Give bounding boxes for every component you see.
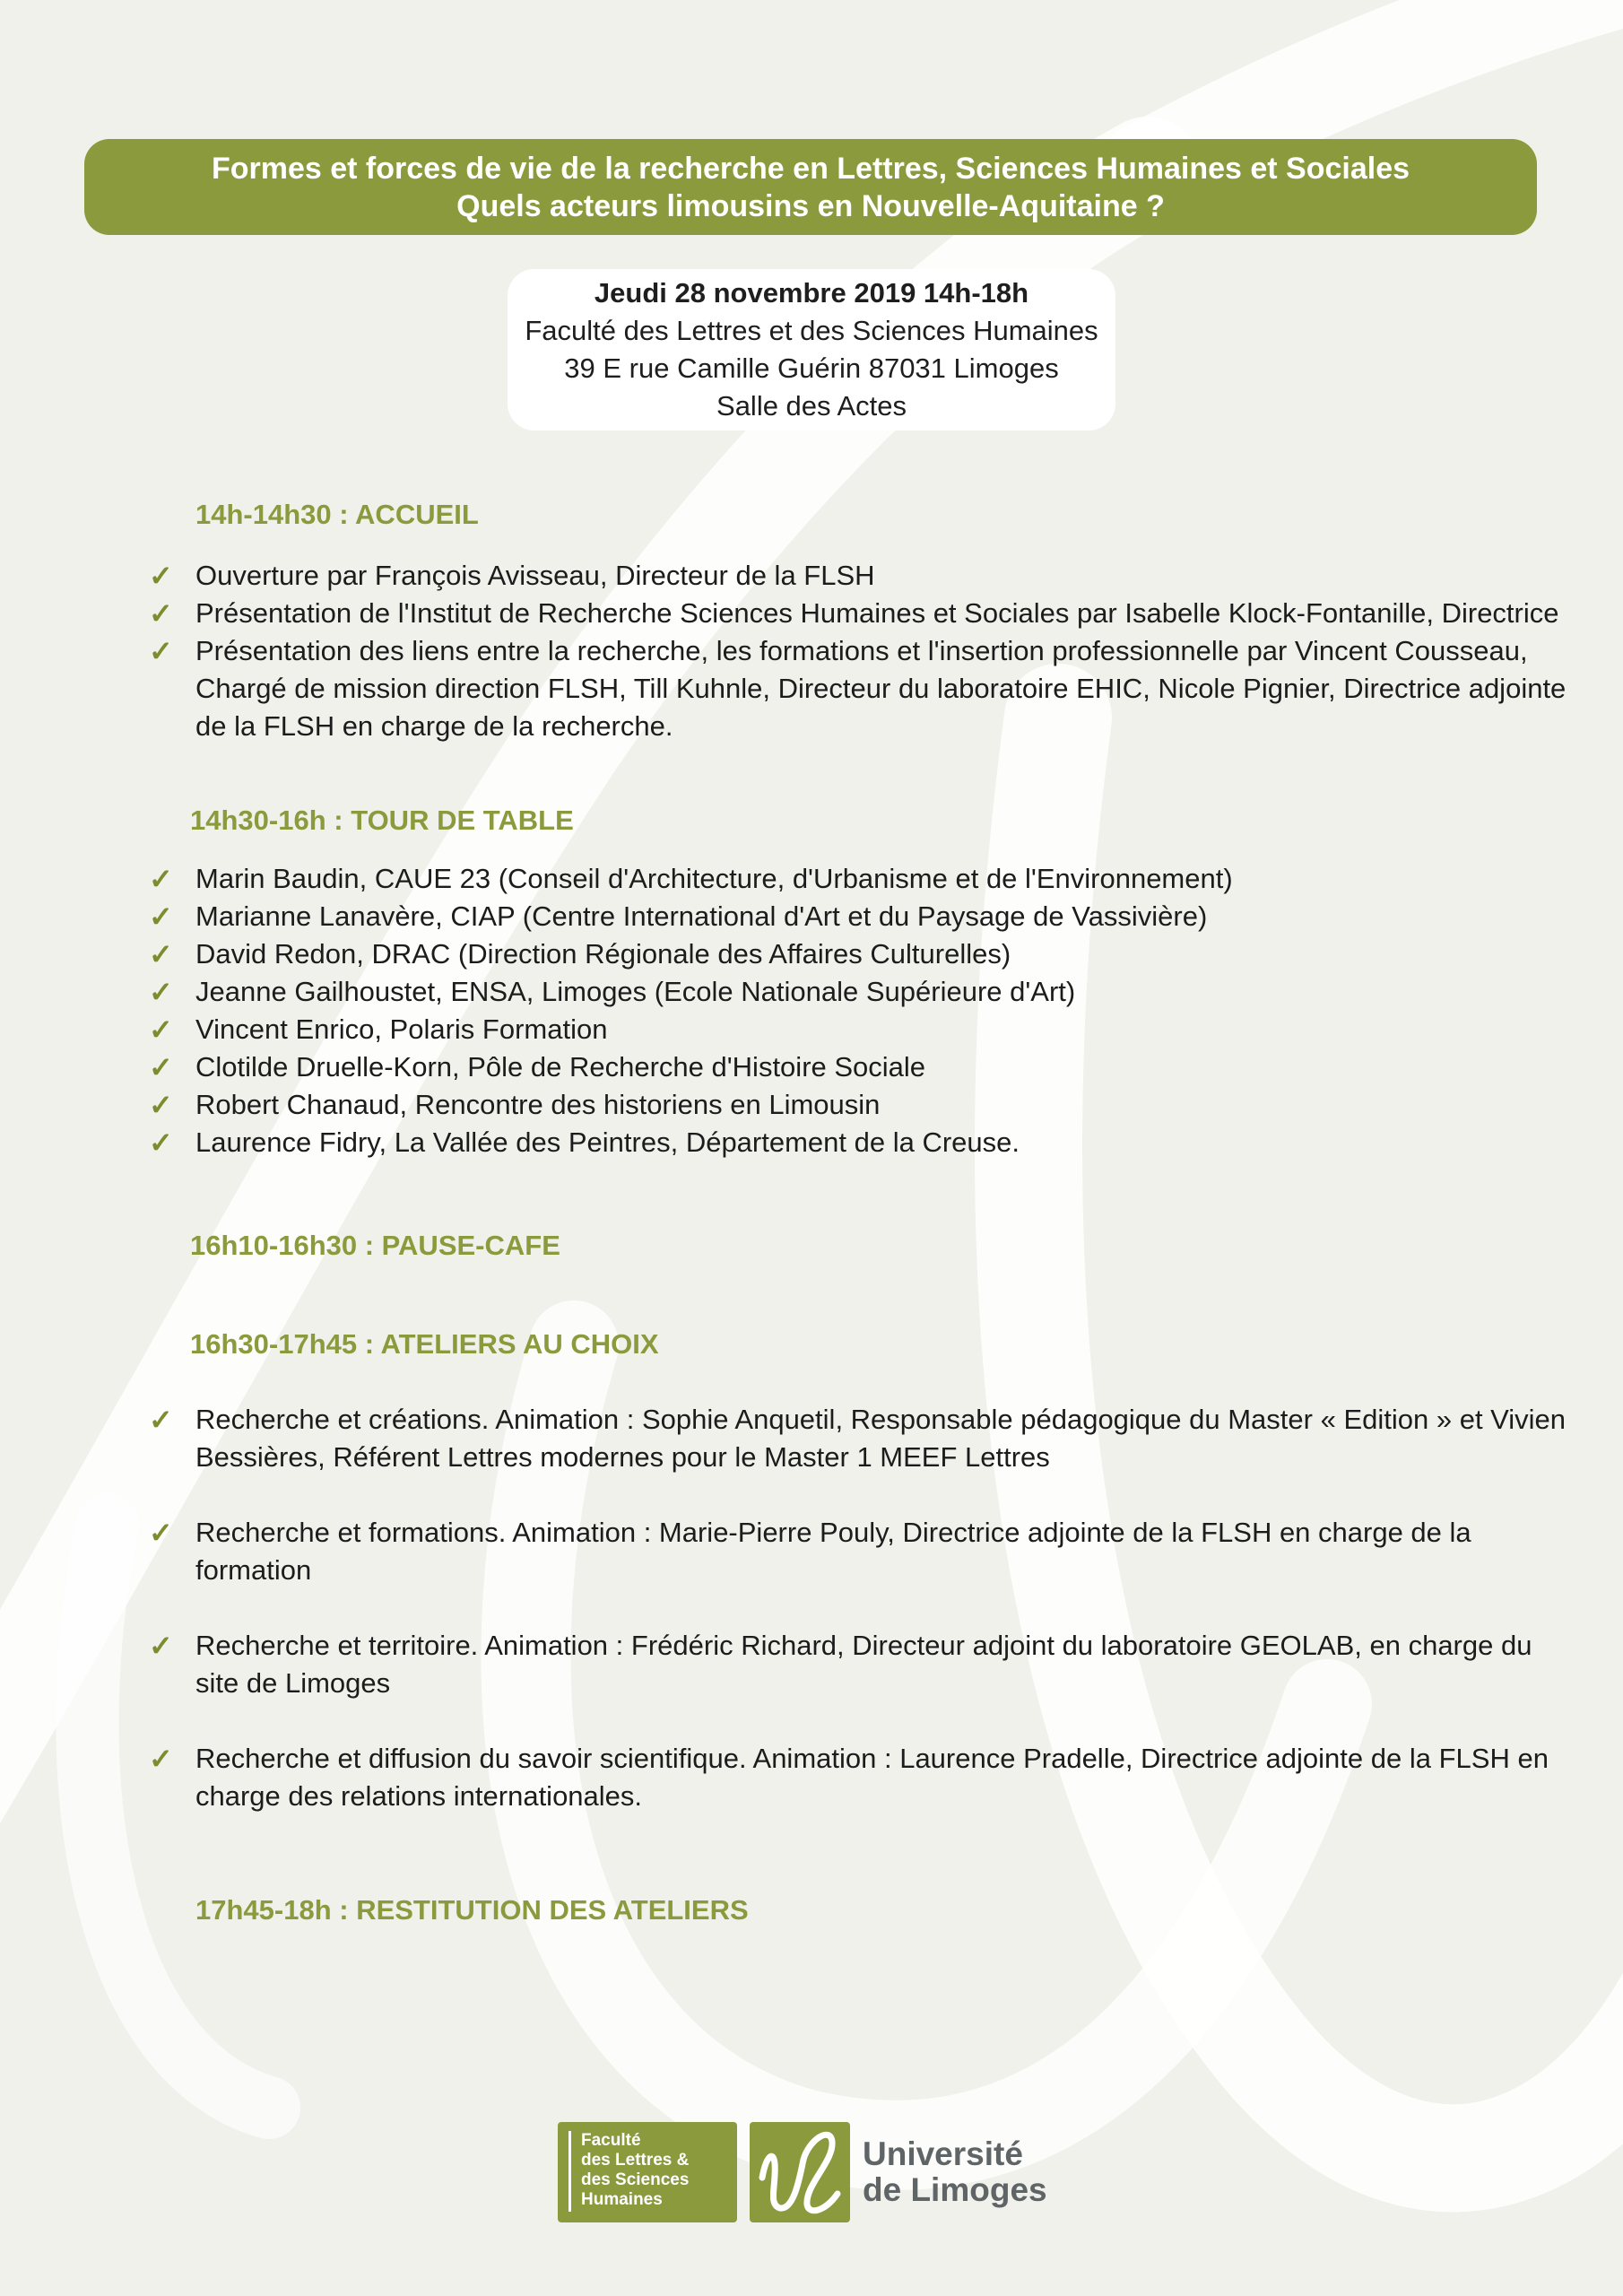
check-icon: ✓ [149, 635, 173, 667]
check-icon: ✓ [149, 597, 173, 630]
event-date: Jeudi 28 novembre 2019 14h-18h [594, 277, 1029, 309]
list-item: ✓ Recherche et diffusion du savoir scientifique. Animation : Laurence Pradelle, Directrice adjointe de la FLSH en charge des relations internationales. [149, 1740, 1576, 1815]
event-address: 39 E rue Camille Guérin 87031 Limoges [564, 352, 1059, 384]
list-item: ✓ Recherche et territoire. Animation : Frédéric Richard, Directeur adjoint du laboratoire GEOLAB, en charge du site de Limoges [149, 1627, 1576, 1702]
check-icon: ✓ [149, 1013, 173, 1046]
check-icon: ✓ [149, 1743, 173, 1775]
title-banner [84, 139, 1537, 235]
faculty-logo: Faculté des Lettres & des Sciences Humaines [558, 2122, 737, 2222]
section-heading-ateliers: 16h30-17h45 : ATELIERS AU CHOIX [190, 1328, 659, 1360]
university-mark-icon [750, 2122, 850, 2222]
check-icon: ✓ [149, 938, 173, 970]
check-icon: ✓ [149, 863, 173, 895]
check-icon: ✓ [149, 560, 173, 592]
list-item: ✓ Marin Baudin, CAUE 23 (Conseil d'Architecture, d'Urbanisme et de l'Environnement) [149, 860, 1576, 898]
list-item: ✓ Vincent Enrico, Polaris Formation [149, 1011, 1576, 1048]
section-heading-restitution: 17h45-18h : RESTITUTION DES ATELIERS [195, 1894, 749, 1926]
list-item: ✓ Présentation des liens entre la recherche, les formations et l'insertion professionnelle par Vincent Cousseau, Chargé de mission direction FLSH, Till Kuhnle, Directeur du laboratoire EHIC, Nicole Pignier, Directrice adjointe de la FLSH en charge de la recherche. [149, 632, 1576, 745]
list-item: ✓ Clotilde Druelle-Korn, Pôle de Recherche d'Histoire Sociale [149, 1048, 1576, 1086]
check-icon: ✓ [149, 1517, 173, 1549]
list-item: ✓ Marianne Lanavère, CIAP (Centre International d'Art et du Paysage de Vassivière) [149, 898, 1576, 935]
check-icon: ✓ [149, 900, 173, 933]
list-item: ✓ Recherche et formations. Animation : Marie-Pierre Pouly, Directrice adjointe de la FLSH en charge de la formation [149, 1514, 1576, 1589]
list-item: ✓ Présentation de l'Institut de Recherche Sciences Humaines et Sociales par Isabelle Klock-Fontanille, Directrice [149, 595, 1576, 632]
title-line-1: Formes et forces de vie de la recherche en Lettres, Sciences Humaines et Sociales [211, 151, 1410, 186]
section-heading-accueil: 14h-14h30 : ACCUEIL [195, 499, 479, 530]
check-icon: ✓ [149, 1630, 173, 1662]
section-heading-tour-de-table: 14h30-16h : TOUR DE TABLE [190, 804, 574, 836]
accueil-list [149, 557, 1576, 745]
check-icon: ✓ [149, 1126, 173, 1159]
section-heading-pause-cafe: 16h10-16h30 : PAUSE-CAFE [190, 1230, 560, 1261]
list-item: ✓ Laurence Fidry, La Vallée des Peintres, Département de la Creuse. [149, 1124, 1576, 1161]
event-venue: Faculté des Lettres et des Sciences Humaines [525, 315, 1098, 346]
list-item: ✓ Ouverture par François Avisseau, Directeur de la FLSH [149, 557, 1576, 595]
check-icon: ✓ [149, 1404, 173, 1436]
list-item: ✓ David Redon, DRAC (Direction Régionale des Affaires Culturelles) [149, 935, 1576, 973]
list-item: ✓ Jeanne Gailhoustet, ENSA, Limoges (Ecole Nationale Supérieure d'Art) [149, 973, 1576, 1011]
check-icon: ✓ [149, 976, 173, 1008]
event-room: Salle des Actes [716, 390, 907, 422]
title-line-2: Quels acteurs limousins en Nouvelle-Aquitaine ? [456, 188, 1165, 223]
list-item: ✓ Recherche et créations. Animation : Sophie Anquetil, Responsable pédagogique du Master « Edition » et Vivien Bessières, Référent Lettres modernes pour le Master 1 MEEF Lettres [149, 1401, 1576, 1476]
list-item: ✓ Robert Chanaud, Rencontre des historiens en Limousin [149, 1086, 1576, 1124]
event-info-box [508, 269, 1115, 430]
university-name: Université de Limoges [863, 2135, 1047, 2208]
ateliers-list [149, 1401, 1576, 1853]
footer-logos [558, 2122, 1047, 2222]
check-icon: ✓ [149, 1089, 173, 1121]
check-icon: ✓ [149, 1051, 173, 1083]
tour-de-table-list [149, 860, 1576, 1161]
